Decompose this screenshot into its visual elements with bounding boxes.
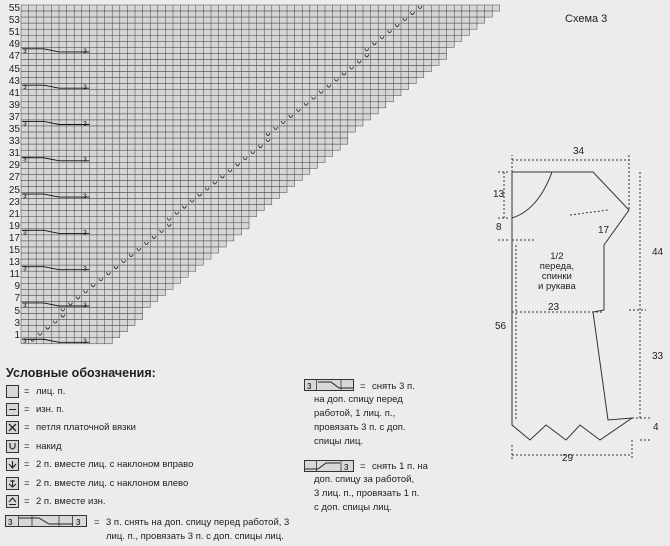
dim-23: 23 — [548, 302, 560, 313]
chart-cable-count: 3 — [23, 157, 27, 164]
row-number: 3 — [14, 317, 20, 329]
legend-item: = петля платочной вязки — [24, 422, 136, 433]
k2tog-left-icon — [6, 477, 19, 490]
chart-cable-count: 3 — [83, 121, 87, 128]
row-number: 25 — [8, 184, 20, 196]
chart-row — [21, 84, 409, 90]
row-number: 27 — [8, 172, 20, 184]
dim-17: 17 — [598, 225, 610, 236]
chart-cable-count: 3 — [23, 339, 27, 346]
chart-row — [21, 96, 393, 102]
svg-text:3: 3 — [344, 463, 349, 472]
scheme-title: Схема 3 — [565, 13, 608, 25]
chart-row — [21, 277, 181, 283]
dim-29: 29 — [562, 453, 574, 464]
p2tog-icon — [6, 495, 19, 508]
legend-item: = 2 п. вместе лиц. с наклоном вправо — [24, 459, 194, 470]
row-number: 41 — [8, 87, 20, 99]
chart-row — [21, 5, 500, 11]
chart-row — [21, 174, 302, 180]
svg-text:3: 3 — [8, 518, 13, 527]
row-number: 17 — [8, 232, 20, 244]
knitting-chart — [0, 0, 505, 352]
legend-item: = изн. п. — [24, 404, 64, 415]
chart-row — [21, 72, 424, 78]
chart-row — [21, 253, 211, 259]
chart-cable-count: 3 — [23, 194, 27, 200]
chart-row — [21, 29, 469, 35]
chart-row — [21, 332, 120, 338]
chart-row — [21, 211, 257, 217]
chart-row — [21, 320, 135, 326]
garment-schematic — [490, 140, 670, 470]
legend-item: = снять 3 п. — [360, 381, 415, 392]
yarn-over-icon — [6, 440, 19, 453]
row-number: 53 — [8, 15, 20, 27]
dim-top-width: 34 — [573, 146, 585, 157]
garter-stitch-icon — [6, 421, 19, 434]
row-number: 31 — [8, 148, 20, 160]
chart-cable-count: 3 — [23, 85, 27, 92]
row-number: 21 — [8, 208, 20, 220]
chart-row — [21, 138, 348, 144]
chart-row — [21, 150, 333, 156]
cable-right-icon — [304, 379, 354, 391]
cable-left-icon — [304, 460, 354, 472]
cable-left-description: доп. спицу за работой, 3 лиц. п., провязать 1 п. с доп. спицы лиц. — [314, 474, 420, 513]
chart-row — [21, 289, 165, 295]
row-number: 9 — [14, 281, 20, 293]
cable-right-description: на доп. спицу перед работой, 1 лиц. п., провязать 3 п. с доп. спицы лиц. — [314, 394, 406, 447]
row-number: 19 — [8, 220, 20, 232]
row-number: 15 — [8, 245, 20, 256]
row-number: 47 — [8, 51, 20, 63]
chart-cable-count: 3 — [83, 302, 87, 309]
chart-row — [21, 132, 348, 138]
row-number: 43 — [8, 75, 20, 87]
row-number: 39 — [8, 99, 20, 111]
chart-cable-count: 3 — [23, 266, 27, 273]
row-number: 1 — [14, 329, 20, 341]
chart-cable-count: 3 — [83, 48, 87, 55]
row-number: 33 — [8, 136, 20, 148]
chart-cable-count: 3 — [83, 194, 87, 200]
chart-cable-count: 3 — [83, 266, 87, 273]
chart-row — [21, 108, 378, 114]
dim-13: 13 — [493, 189, 505, 200]
chart-row — [21, 199, 272, 205]
row-number: 45 — [8, 63, 20, 75]
row-number: 5 — [14, 305, 20, 317]
row-number: 7 — [14, 293, 20, 305]
chart-cable-count: 3 — [83, 339, 87, 346]
legend-item-cable-bottom: = 3 п. снять на доп. спицу перед работой, 3 — [94, 517, 290, 528]
schematic-label: 1/2 переда, спинки и рукава — [538, 251, 576, 292]
chart-row — [21, 229, 241, 235]
chart-row — [21, 59, 439, 65]
k2tog-right-icon — [6, 458, 19, 471]
chart-cable-count: 3 — [23, 48, 27, 55]
row-number: 49 — [8, 39, 20, 51]
dim-8: 8 — [496, 222, 502, 233]
row-number: 35 — [8, 124, 20, 135]
row-number: 55 — [8, 3, 20, 14]
chart-row — [21, 17, 485, 23]
legend-item-cable-bottom-line2: лиц. п., провязать 3 п. с доп. спицы лиц. — [106, 531, 284, 542]
row-number: 37 — [8, 111, 20, 123]
row-number: 11 — [9, 269, 20, 281]
chart-cable-count: 3 — [83, 157, 87, 164]
dim-4: 4 — [653, 422, 659, 433]
knit-stitch-icon — [6, 385, 19, 398]
row-number: 29 — [8, 160, 20, 172]
legend-title: Условные обозначения: — [6, 366, 156, 380]
row-number: 23 — [8, 196, 20, 208]
cable-3x3-icon — [5, 515, 87, 527]
chart-cable-count: 3 — [83, 85, 87, 92]
legend-item: = накид — [24, 441, 62, 452]
garment-outline — [512, 172, 632, 440]
chart-row — [21, 241, 226, 247]
chart-row — [21, 120, 363, 126]
legend-item: = лиц. п. — [24, 386, 66, 397]
chart-cable-count: 3 — [23, 230, 27, 237]
neckline — [512, 172, 552, 218]
purl-stitch-icon — [6, 403, 19, 416]
row-number: 51 — [8, 27, 20, 39]
svg-text:3: 3 — [76, 518, 81, 527]
chart-row — [21, 265, 196, 271]
legend-item: = 2 п. вместе лиц. с наклоном влево — [24, 478, 189, 489]
chart-cable-count: 3 — [23, 302, 27, 309]
dim-44: 44 — [652, 247, 664, 258]
chart-cable-count: 3 — [23, 121, 27, 128]
chart-row — [21, 187, 287, 193]
dim-33: 33 — [652, 351, 664, 362]
svg-text:3: 3 — [307, 382, 312, 391]
dim-56: 56 — [495, 321, 507, 332]
chart-row — [21, 162, 317, 168]
legend-item: = снять 1 п. на — [360, 461, 428, 472]
row-number: 13 — [8, 257, 20, 269]
chart-cable-count: 3 — [83, 230, 87, 237]
legend-item: = 2 п. вместе изн. — [24, 496, 106, 507]
chart-row — [21, 41, 454, 47]
